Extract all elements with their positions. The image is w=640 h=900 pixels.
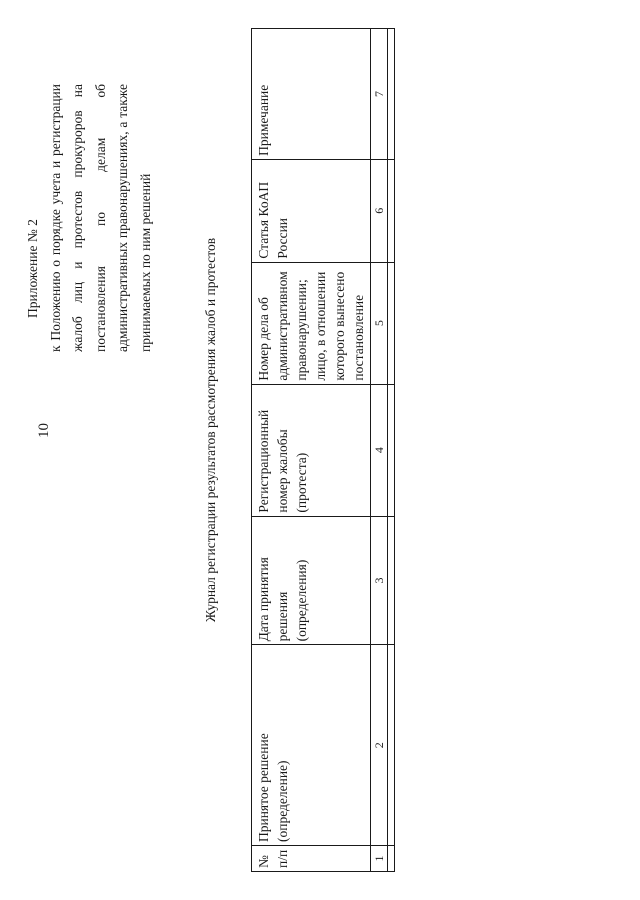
- table-header-row: [252, 29, 371, 872]
- journal-title: Журнал регистрации результатов рассмотрения жалоб и протестов: [203, 237, 218, 623]
- column-header-decision-date: Дата принятия решения (определения): [252, 516, 371, 645]
- table-cell: [388, 384, 395, 516]
- table-cell: [388, 29, 395, 160]
- column-number: 2: [371, 645, 388, 846]
- column-number: 7: [371, 29, 388, 160]
- table-cell: [388, 846, 395, 872]
- table-row: [388, 29, 395, 872]
- column-number: 6: [371, 159, 388, 262]
- table-cell: [388, 516, 395, 645]
- column-number: 4: [371, 384, 388, 516]
- appendix-block: [22, 84, 157, 352]
- table-cell: [388, 159, 395, 262]
- column-header-decision: Принятое решение (определение): [252, 645, 371, 846]
- column-header-note: Примечание: [252, 29, 371, 160]
- column-number: 1: [371, 846, 388, 872]
- column-header-registration-number: Регистрационный номер жалобы (протеста): [252, 384, 371, 516]
- journal-table: [251, 28, 395, 872]
- column-number: 3: [371, 516, 388, 645]
- column-header-case-number: Номер дела об административном правонарушении; лицо, в отношении которого вынесено постановление: [252, 262, 371, 384]
- table-cell: [388, 645, 395, 846]
- column-header-article: Статья КоАП России: [252, 159, 371, 262]
- column-numbers-row: [371, 29, 388, 872]
- page-number: 10: [36, 423, 52, 438]
- appendix-text: к Положению о порядке учета и регистрации жалоб лиц и протестов прокуроров на постановления по делам об административных правонарушениях, а также принимаемых по ним решений: [47, 84, 153, 352]
- table-cell: [388, 262, 395, 384]
- appendix-title: Приложение № 2: [25, 219, 40, 318]
- column-header-number: № п/п: [252, 846, 371, 872]
- column-number: 5: [371, 262, 388, 384]
